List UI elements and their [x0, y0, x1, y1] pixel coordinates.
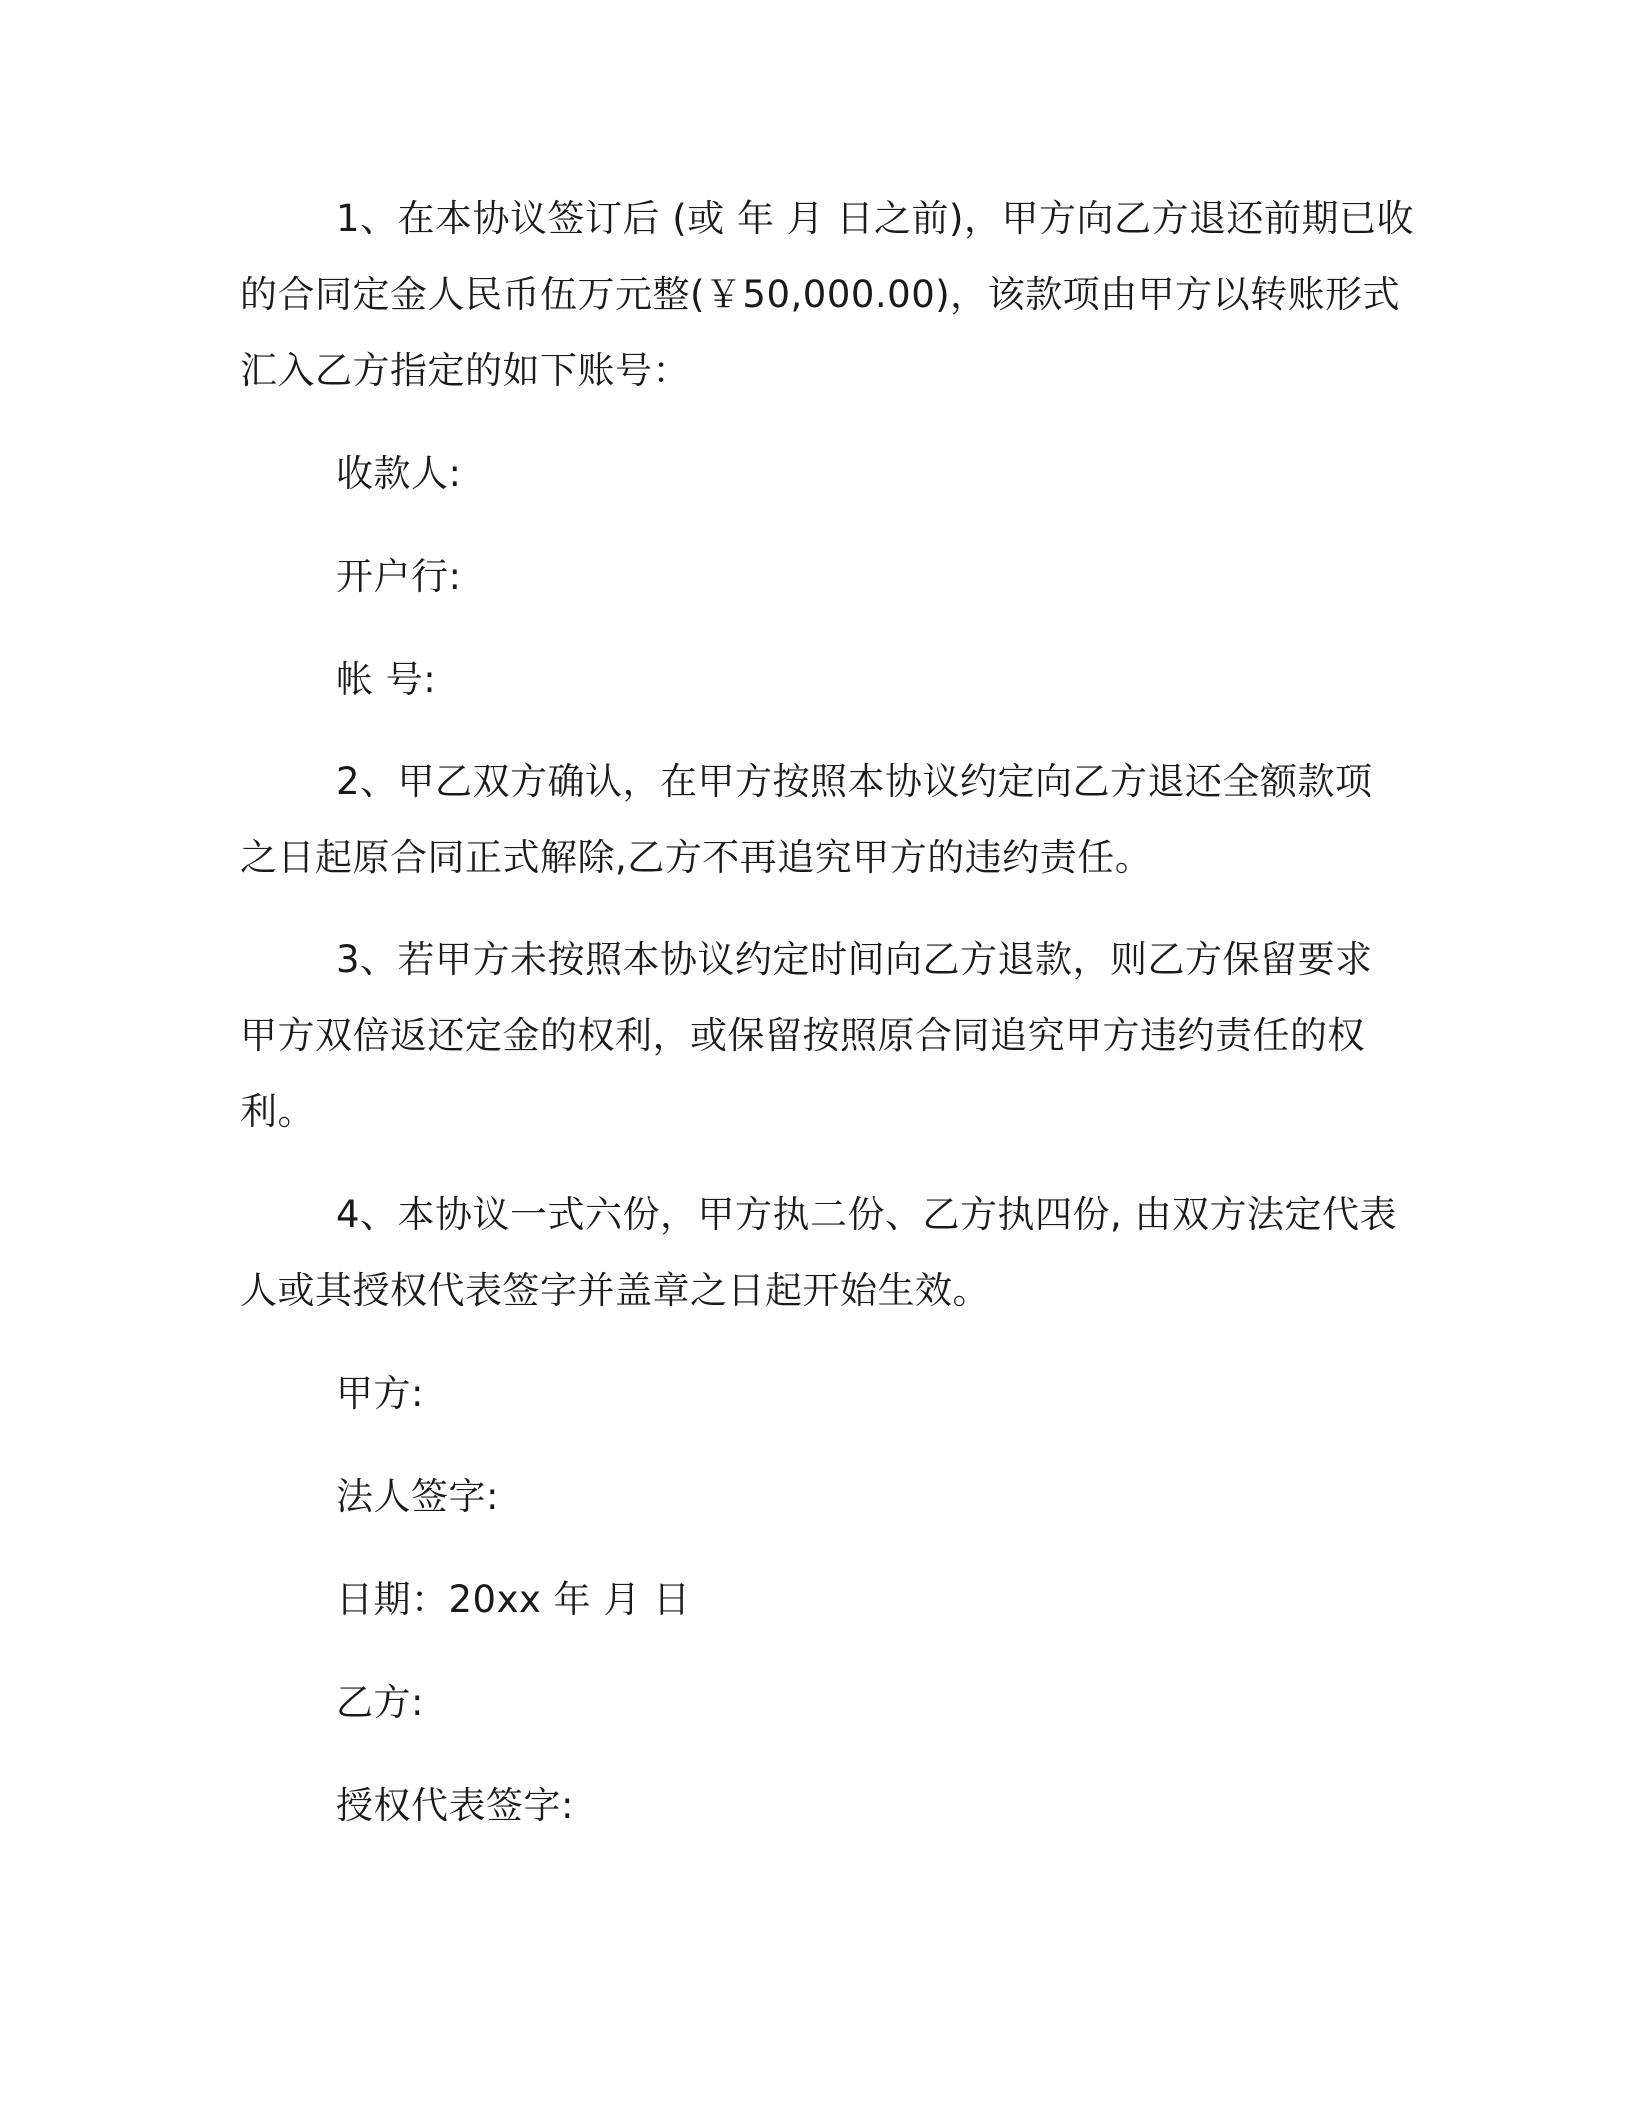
party-b-label: 乙方: — [336, 1681, 424, 1724]
account-number-label: 帐 号: — [336, 658, 437, 701]
clause-1-line-1: 1、在本协议签订后 (或 年 月 日之前)，甲方向乙方退还前期已收 — [336, 197, 1414, 240]
clause-4-line-2: 人或其授权代表签字并盖章之日起开始生效。 — [240, 1269, 990, 1312]
legal-rep-signature-label: 法人签字: — [336, 1475, 499, 1518]
clause-3-line-3: 利。 — [240, 1090, 315, 1133]
authorized-rep-signature-label: 授权代表签字: — [336, 1784, 574, 1827]
date-label: 日期：20xx 年 月 日 — [336, 1578, 691, 1621]
party-a-label: 甲方: — [336, 1372, 424, 1415]
clause-3-line-2: 甲方双倍返还定金的权利，或保留按照原合同追究甲方违约责任的权 — [240, 1014, 1365, 1057]
clause-2-line-1: 2、甲乙双方确认，在甲方按照本协议约定向乙方退还全额款项 — [336, 760, 1373, 803]
clause-1-line-2: 的合同定金人民币伍万元整(￥50,000.00)，该款项由甲方以转账形式 — [240, 273, 1401, 316]
clause-4-line-1: 4、本协议一式六份，甲方执二份、乙方执四份, 由双方法定代表 — [336, 1193, 1398, 1236]
clause-2-line-2: 之日起原合同正式解除,乙方不再追究甲方的违约责任。 — [240, 836, 1153, 879]
clause-3-line-1: 3、若甲方未按照本协议约定时间向乙方退款，则乙方保留要求 — [336, 938, 1373, 981]
payee-label: 收款人: — [336, 452, 462, 495]
bank-label: 开户行: — [336, 555, 462, 598]
clause-1-line-3: 汇入乙方指定的如下账号： — [240, 349, 690, 392]
